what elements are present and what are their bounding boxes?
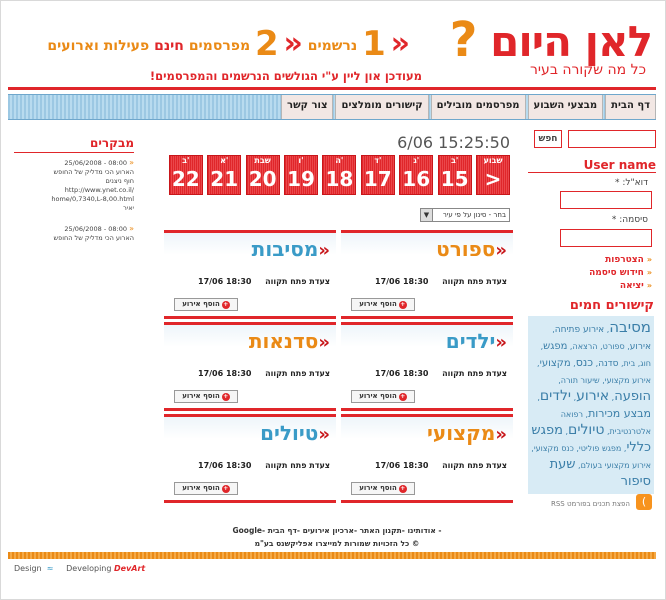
day-number: > xyxy=(484,167,502,191)
day-number: 18 xyxy=(325,167,354,191)
day-button[interactable] xyxy=(438,155,472,195)
credits xyxy=(14,564,145,573)
plus-icon: + xyxy=(223,393,229,400)
logo-question-mark: ? xyxy=(449,12,477,68)
day-name: שבת xyxy=(254,156,271,165)
tag-link[interactable]: ספורט xyxy=(602,342,625,351)
join-link-label: הצטרפות xyxy=(605,255,644,265)
tag-link[interactable]: ילדים xyxy=(539,388,572,404)
day-button[interactable] xyxy=(399,155,433,195)
card-event-row[interactable] xyxy=(347,277,507,286)
card-event-row[interactable] xyxy=(170,461,330,470)
site-logo[interactable] xyxy=(449,12,652,78)
card-title[interactable]: «מקצועי xyxy=(427,421,507,445)
card-divider xyxy=(341,408,513,411)
add-event-button[interactable]: +הוסף אירוע xyxy=(351,298,415,311)
day-number: 16 xyxy=(402,167,431,191)
visitor-entry[interactable] xyxy=(14,224,134,243)
tag-link[interactable]: כנס מקצועי xyxy=(533,444,574,453)
add-event-button[interactable]: +הוסף אירוע xyxy=(351,390,415,403)
email-field[interactable] xyxy=(560,191,652,209)
day-number: 21 xyxy=(210,167,239,191)
category-card xyxy=(341,230,513,316)
day-number: 20 xyxy=(248,167,277,191)
search-button[interactable]: חפש xyxy=(534,130,562,148)
visitor-line: הארוע הכי מדליק של החופש xyxy=(53,234,134,242)
rss-icon: ) xyxy=(636,494,652,510)
day-name: א' xyxy=(220,156,229,165)
nav-item-home[interactable]: דף הבית xyxy=(605,95,656,119)
clock-display: 6/06 15:25:50 xyxy=(397,133,510,152)
tag-link[interactable]: אירוע xyxy=(576,388,610,404)
chevron-icon: « xyxy=(390,26,410,61)
chevron-icon: « xyxy=(495,332,507,353)
nav-item-weekly-deals[interactable]: מבצעי השבוע xyxy=(528,95,604,119)
day-name: ב' xyxy=(450,156,459,165)
plus-icon: + xyxy=(223,301,229,308)
event-date: 18:30 17/06 xyxy=(198,277,252,286)
header-tagline: מעודכן און ליין ע"י הגולשים הנרשמים והמפרסמים! xyxy=(149,69,422,83)
login-divider xyxy=(528,172,656,173)
stat-label-2c: פעילות וארועים xyxy=(47,38,150,54)
category-card xyxy=(341,414,513,500)
tag-link[interactable]: כנס xyxy=(575,356,594,369)
card-event-row[interactable] xyxy=(347,369,507,378)
card-title[interactable]: «מסיבות xyxy=(251,237,330,261)
event-date: 18:30 17/06 xyxy=(198,369,252,378)
visitor-date: 08:00 - 25/06/2008 xyxy=(64,159,128,167)
card-divider xyxy=(341,316,513,319)
day-button[interactable] xyxy=(169,155,203,195)
tag-link[interactable]: הופעה xyxy=(614,389,651,404)
developing-credit[interactable]: Developing xyxy=(66,564,112,573)
visitor-entry[interactable] xyxy=(14,158,134,213)
tag-link[interactable]: מפגש xyxy=(543,341,568,352)
day-number: 17 xyxy=(363,167,392,191)
plus-icon: + xyxy=(400,485,406,492)
city-filter-select[interactable] xyxy=(420,208,510,222)
plus-icon: + xyxy=(223,485,229,492)
day-number: 22 xyxy=(171,167,200,191)
logo-title: לאן היום xyxy=(490,17,652,66)
day-name: שבוע xyxy=(483,156,503,165)
tag-link[interactable]: מפגש כללי xyxy=(531,423,651,455)
chevron-icon: « xyxy=(129,224,134,233)
event-date: 18:30 17/06 xyxy=(375,369,429,378)
tag-link[interactable]: סדנה xyxy=(598,359,619,369)
footer-divider xyxy=(8,552,656,559)
rss-link[interactable] xyxy=(540,494,652,512)
day-button[interactable] xyxy=(284,155,318,195)
tag-link[interactable]: אירוע מקצועי xyxy=(604,376,651,385)
day-name: ב' xyxy=(182,156,190,165)
design-logo-icon: ≈ xyxy=(44,564,64,573)
dropdown-arrow-icon: ▼ xyxy=(421,209,433,221)
event-title: צעדת פתח תקווה xyxy=(265,461,330,470)
card-event-row[interactable] xyxy=(170,369,330,378)
category-card xyxy=(164,414,336,500)
category-card xyxy=(341,322,513,408)
tag-link[interactable]: שיעור תורה xyxy=(560,376,600,385)
day-selector xyxy=(164,155,510,195)
main-nav xyxy=(8,94,656,120)
chevron-icon: « xyxy=(495,424,507,445)
tag-link[interactable]: מפגש פוליטי xyxy=(578,444,622,453)
reset-password-link[interactable] xyxy=(528,268,652,278)
day-button[interactable] xyxy=(322,155,356,195)
header-stats xyxy=(47,24,410,64)
footer-links[interactable]: - אודותינו -תקנון האתר -ארכיון אירועים -דף הבית -Google xyxy=(232,526,442,535)
tag-link[interactable]: אירוע פתיחה xyxy=(554,325,605,335)
day-button[interactable] xyxy=(361,155,395,195)
chevron-icon: « xyxy=(318,424,330,445)
search-bar xyxy=(528,130,656,154)
card-divider xyxy=(341,500,513,503)
category-card xyxy=(164,322,336,408)
day-name: ג' xyxy=(413,156,420,165)
nav-item-top-advertisers[interactable]: מפרסמים מובילים xyxy=(431,95,526,119)
card-title[interactable]: «סדנאות xyxy=(248,329,330,353)
stat-number-2: 2 xyxy=(254,24,279,64)
chevron-icon: « xyxy=(646,268,652,277)
nav-item-recommended-links[interactable]: קישורים מומלצים xyxy=(335,95,428,119)
tag-link[interactable]: אירוע xyxy=(629,342,651,352)
card-title[interactable]: «טיולים xyxy=(260,421,330,445)
week-nav-button[interactable] xyxy=(476,155,510,195)
search-input[interactable] xyxy=(568,130,656,148)
day-number: 19 xyxy=(287,167,315,191)
header-divider xyxy=(8,87,656,90)
tag-link[interactable]: רפואה אלטרנטיבית xyxy=(560,410,651,436)
logout-label: יציאה xyxy=(619,281,644,291)
logo-subtitle: כל מה שקורה בעיר xyxy=(530,62,646,78)
event-title: צעדת פתח תקווה xyxy=(265,277,330,286)
card-event-row[interactable] xyxy=(347,461,507,470)
visitor-line: חוף ניצנים xyxy=(105,177,134,185)
add-event-button[interactable]: +הוסף אירוע xyxy=(351,482,415,495)
card-divider xyxy=(164,408,336,411)
event-date: 18:30 17/06 xyxy=(375,461,429,470)
tag-link[interactable]: טיולים xyxy=(568,422,605,438)
chevron-icon: « xyxy=(129,158,134,167)
stat-label-1: נרשמים xyxy=(307,38,358,54)
developer-logo[interactable]: DevArt xyxy=(114,564,146,573)
chevron-icon: « xyxy=(283,26,303,61)
event-title: צעדת פתח תקווה xyxy=(442,369,507,378)
visitor-date: 08:00 - 25/06/2008 xyxy=(64,225,128,233)
day-name: ו' xyxy=(298,156,304,165)
visitor-line: home/0,7340,L-8,00.html xyxy=(51,195,134,203)
chevron-icon: « xyxy=(318,332,330,353)
add-event-button[interactable]: +הוסף אירוע xyxy=(174,482,238,495)
visitor-line: הארוע הכי מדליק של החופש xyxy=(53,168,134,176)
card-event-row[interactable] xyxy=(170,277,330,286)
card-title[interactable]: «ילדים xyxy=(445,329,507,353)
day-name: ה' xyxy=(335,156,344,165)
event-title: צעדת פתח תקווה xyxy=(442,461,507,470)
plus-icon: + xyxy=(400,393,406,400)
add-event-button[interactable]: +הוסף אירוע xyxy=(174,390,238,403)
chevron-icon: « xyxy=(646,255,652,264)
visitors-divider xyxy=(14,152,134,153)
stat-label-2b: חינם xyxy=(154,38,184,54)
stat-number-1: 1 xyxy=(362,24,386,64)
event-title: צעדת פתח תקווה xyxy=(265,369,330,378)
reset-password-label: חידוש סיסמה xyxy=(589,268,644,278)
card-divider xyxy=(164,316,336,319)
tag-link[interactable]: אירוע מקצועי בעולם xyxy=(580,461,651,470)
day-button[interactable] xyxy=(207,155,241,195)
tag-link[interactable]: הרצאה xyxy=(572,342,598,351)
tag-link[interactable]: מקצועי xyxy=(539,358,571,369)
chevron-icon: « xyxy=(495,240,507,261)
stat-label-2a: מפרסמים xyxy=(188,38,251,54)
join-link[interactable] xyxy=(528,255,652,265)
plus-icon: + xyxy=(400,301,406,308)
nav-item-contact[interactable]: צור קשר xyxy=(281,95,333,119)
password-field[interactable] xyxy=(560,229,652,247)
chevron-icon: « xyxy=(318,240,330,261)
visitor-line: יאיר xyxy=(123,204,134,212)
event-date: 18:30 17/06 xyxy=(375,277,429,286)
footer-copyright: © כל הזכויות שמורות למייצרו אפליקשנס בע"מ xyxy=(254,539,420,548)
visitors-title: מבקרים xyxy=(90,136,134,150)
category-card xyxy=(164,230,336,316)
city-filter-value: בחר - סינון על פי עיר xyxy=(442,211,506,219)
tag-link[interactable]: מבצע מכירות xyxy=(588,407,651,420)
login-title: User name xyxy=(583,158,656,172)
email-label: דוא"ל: * xyxy=(614,178,648,188)
tag-link[interactable]: שעת סיפור xyxy=(549,457,651,489)
tag-link[interactable]: מסיבה xyxy=(609,318,651,336)
tag-link[interactable]: בית xyxy=(623,359,636,368)
design-credit[interactable]: Design xyxy=(14,564,42,573)
password-label: סיסמה: * xyxy=(611,215,648,225)
add-event-button[interactable]: +הוסף אירוע xyxy=(174,298,238,311)
event-date: 18:30 17/06 xyxy=(198,461,252,470)
day-button[interactable] xyxy=(246,155,280,195)
chevron-icon: « xyxy=(646,281,652,290)
rss-text: הפצת תכנים בפורמט RSS xyxy=(550,500,630,508)
tag-cloud: מסיבה, אירוע פתיחה, אירוע, ספורט, הרצאה, מפגש, חוג, בית, סדנה, כנס, מקצועי, אירוע מקצועי, שיעור תורה, הופעה, אירוע, ילדים, מבצע מכירות, רפואה אלטרנטיבית, טיולים, מפגש כללי, מפגש פוליטי, כנס מקצועי, אירוע מקצועי בעולם, שעת סיפור xyxy=(528,316,654,494)
hot-links-title: קישורים חמים xyxy=(569,298,654,313)
visitor-line: http://www.ynet.co.il/ xyxy=(64,186,134,194)
day-number: 15 xyxy=(440,167,469,191)
card-title[interactable]: «ספורט xyxy=(436,237,507,261)
day-name: ד' xyxy=(374,156,382,165)
logout-link[interactable] xyxy=(528,281,652,291)
tag-link[interactable]: חוג xyxy=(640,359,651,368)
card-divider xyxy=(164,500,336,503)
event-title: צעדת פתח תקווה xyxy=(442,277,507,286)
